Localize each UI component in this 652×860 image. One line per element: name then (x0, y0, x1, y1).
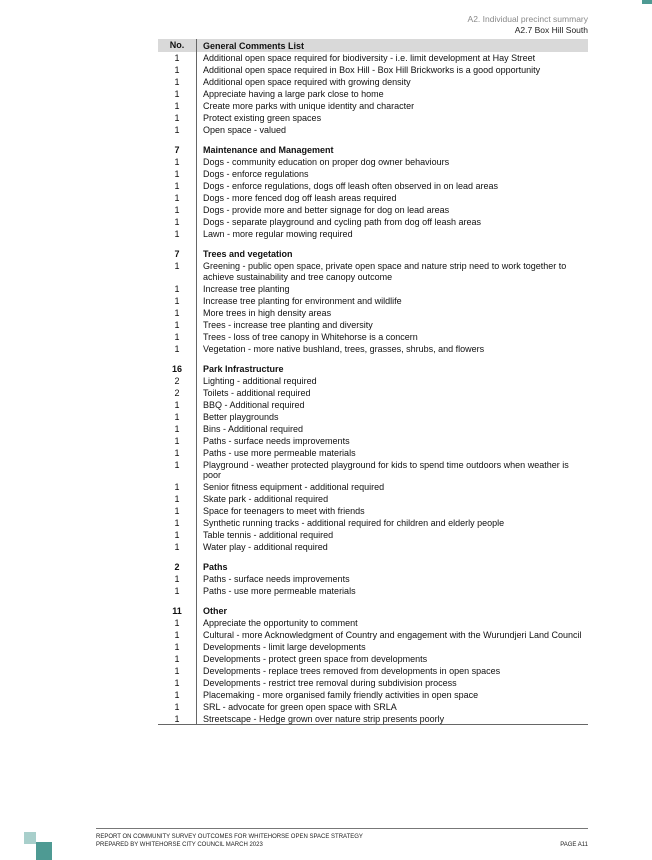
table-row (158, 712, 588, 724)
comment-text: Developments - restrict tree removal during subdivision process (203, 677, 457, 688)
comment-count: 1 (158, 342, 197, 354)
comment-count: 1 (158, 282, 197, 294)
comment-text: Paths - use more permeable materials (203, 447, 356, 458)
table-row (158, 204, 588, 216)
comment-count: 1 (158, 294, 197, 306)
section-title: Park Infrastructure (203, 363, 284, 374)
table-row (158, 306, 588, 318)
table-row (158, 318, 588, 330)
comment-text: Skate park - additional required (203, 494, 329, 505)
comment-text: Cultural - more Acknowledgment of Country and engagement with the Wurundjeri Land Council (203, 629, 582, 640)
comment-count: 1 (158, 204, 197, 216)
table-row (158, 386, 588, 398)
comment-count: 1 (158, 585, 197, 597)
comment-text: Additional open space required for biodiversity - i.e. limit development at Hay Street (203, 53, 536, 64)
section-spacer (158, 136, 588, 144)
table-row (158, 294, 588, 306)
page-footer (96, 828, 588, 849)
comment-text: Better playgrounds (203, 411, 279, 422)
section-count: 11 (158, 605, 197, 617)
logo-square-dark (36, 842, 52, 860)
section-spacer (158, 597, 588, 605)
logo-square-light (24, 832, 36, 844)
comment-count: 1 (158, 52, 197, 64)
table-row (158, 573, 588, 585)
comment-text: Trees - loss of tree canopy in Whitehorse is a concern (203, 331, 418, 342)
footer-prepared-by: PREPARED BY WHITEHORSE CITY COUNCIL MARCH 2023 (96, 842, 263, 848)
comments-table (158, 39, 588, 725)
table-header (158, 39, 588, 52)
comment-text: Open space - valued (203, 125, 287, 136)
comment-count: 1 (158, 505, 197, 517)
comment-count: 2 (158, 386, 197, 398)
comment-text: Lawn - more regular mowing required (203, 229, 353, 240)
table-row (158, 688, 588, 700)
table-row (158, 192, 588, 204)
comment-count: 1 (158, 688, 197, 700)
table-bottom-rule (158, 724, 588, 725)
table-row (158, 64, 588, 76)
table-row (158, 52, 588, 64)
table-row (158, 330, 588, 342)
section-heading (158, 605, 588, 617)
comment-text: Paths - surface needs improvements (203, 435, 350, 446)
comment-count: 1 (158, 458, 197, 481)
precinct-label: A2.7 Box Hill South (514, 25, 588, 35)
table-row (158, 76, 588, 88)
comment-count: 1 (158, 434, 197, 446)
comment-text: Space for teenagers to meet with friends (203, 506, 365, 517)
table-body (158, 52, 588, 724)
comment-count: 1 (158, 573, 197, 585)
comment-count: 1 (158, 168, 197, 180)
comment-text: More trees in high density areas (203, 307, 332, 318)
table-row (158, 88, 588, 100)
table-row (158, 282, 588, 294)
comment-count: 1 (158, 398, 197, 410)
section-count: 7 (158, 144, 197, 156)
table-row (158, 676, 588, 688)
page-header (468, 14, 588, 36)
comment-count: 1 (158, 88, 197, 100)
table-row (158, 700, 588, 712)
comment-count: 1 (158, 652, 197, 664)
section-heading (158, 362, 588, 374)
comment-count: 1 (158, 629, 197, 641)
comment-text: Paths - surface needs improvements (203, 573, 350, 584)
section-title: Other (203, 605, 228, 616)
comment-text: Paths - use more permeable materials (203, 585, 356, 596)
comment-count: 2 (158, 374, 197, 386)
table-row (158, 541, 588, 553)
comment-text: Appreciate having a large park close to home (203, 89, 384, 100)
table-row (158, 374, 588, 386)
table-row (158, 481, 588, 493)
column-header-no: No. (158, 39, 197, 52)
comment-count: 1 (158, 306, 197, 318)
table-row (158, 410, 588, 422)
footer-report-title: REPORT ON COMMUNITY SURVEY OUTCOMES FOR WHITEHORSE OPEN SPACE STRATEGY (96, 834, 363, 840)
comment-text: Appreciate the opportunity to comment (203, 617, 358, 628)
comment-count: 1 (158, 76, 197, 88)
comment-text: Bins - Additional required (203, 423, 304, 434)
comment-text: Synthetic running tracks - additional required for children and elderly people (203, 518, 505, 529)
comment-text: Dogs - community education on proper dog owner behaviours (203, 157, 450, 168)
table-row (158, 228, 588, 240)
table-row (158, 156, 588, 168)
table-row (158, 664, 588, 676)
comment-count: 1 (158, 541, 197, 553)
section-heading (158, 248, 588, 260)
comment-text: Additional open space required with growing density (203, 77, 411, 88)
comment-count: 1 (158, 712, 197, 724)
section-spacer (158, 553, 588, 561)
section-title: Maintenance and Management (203, 145, 334, 156)
comment-text: Senior fitness equipment - additional required (203, 482, 385, 493)
comment-count: 1 (158, 410, 197, 422)
comment-count: 1 (158, 517, 197, 529)
table-row (158, 260, 588, 283)
comment-text: Developments - limit large developments (203, 641, 366, 652)
comment-count: 1 (158, 64, 197, 76)
comment-count: 1 (158, 124, 197, 136)
comment-count: 1 (158, 641, 197, 653)
table-row (158, 398, 588, 410)
table-row (158, 493, 588, 505)
comment-text: Streetscape - Hedge grown over nature strip presents poorly (203, 713, 445, 724)
table-row (158, 342, 588, 354)
column-header-comments: General Comments List (203, 40, 305, 51)
section-title: Trees and vegetation (203, 249, 293, 260)
comment-text: Developments - replace trees removed from developments in open spaces (203, 665, 501, 676)
section-count: 7 (158, 248, 197, 260)
table-row (158, 446, 588, 458)
comment-text: Developments - protect green space from developments (203, 653, 428, 664)
comment-text: Placemaking - more organised family friendly activities in open space (203, 689, 479, 700)
comment-text: Vegetation - more native bushland, trees, grasses, shrubs, and flowers (203, 343, 485, 354)
section-count: 16 (158, 362, 197, 374)
comment-text: Playground - weather protected playground for kids to spend time outdoors when weather is poor (203, 459, 569, 481)
section-count: 2 (158, 561, 197, 573)
table-row (158, 216, 588, 228)
comment-count: 1 (158, 100, 197, 112)
comment-text: Create more parks with unique identity and character (203, 101, 415, 112)
table-row (158, 629, 588, 641)
comment-text: Greening - public open space, private open space and nature strip need to work together to achieve sustainability and tree canopy outcome (203, 261, 567, 282)
comment-text: Dogs - more fenced dog off leash areas required (203, 193, 397, 204)
table-row (158, 124, 588, 136)
comment-text: Additional open space required in Box Hill - Box Hill Brickworks is a good opportunity (203, 65, 541, 76)
section-heading (158, 561, 588, 573)
section-title: Paths (203, 561, 228, 572)
comment-text: Water play - additional required (203, 542, 328, 552)
comment-count: 1 (158, 422, 197, 434)
comment-count: 1 (158, 192, 197, 204)
comment-text: Table tennis - additional required (203, 530, 334, 541)
comment-count: 1 (158, 228, 197, 240)
page-number: PAGE A11 (560, 842, 588, 848)
comment-count: 1 (158, 617, 197, 629)
table-row (158, 434, 588, 446)
comment-count: 1 (158, 318, 197, 330)
comment-text: Trees - increase tree planting and diversity (203, 319, 373, 330)
corner-accent (642, 0, 652, 4)
comment-text: Dogs - separate playground and cycling path from dog off leash areas (203, 217, 482, 228)
comment-count: 1 (158, 216, 197, 228)
table-row (158, 529, 588, 541)
table-row (158, 652, 588, 664)
comment-count: 1 (158, 493, 197, 505)
comment-count: 1 (158, 156, 197, 168)
table-row (158, 585, 588, 597)
comment-text: BBQ - Additional required (203, 399, 305, 410)
section-heading (158, 144, 588, 156)
table-row (158, 617, 588, 629)
comment-count: 1 (158, 446, 197, 458)
comment-text: Lighting - additional required (203, 375, 317, 386)
comment-text: Dogs - enforce regulations, dogs off leash often observed in on lead areas (203, 181, 499, 192)
comment-count: 1 (158, 700, 197, 712)
table-row (158, 505, 588, 517)
comment-count: 1 (158, 180, 197, 192)
comment-text: Dogs - enforce regulations (203, 169, 309, 180)
table-row (158, 112, 588, 124)
comment-text: SRL - advocate for green open space with SRLA (203, 701, 397, 712)
comment-count: 1 (158, 664, 197, 676)
comment-count: 1 (158, 112, 197, 124)
comment-text: Increase tree planting (203, 283, 290, 294)
comment-count: 1 (158, 529, 197, 541)
table-row (158, 517, 588, 529)
table-row (158, 641, 588, 653)
section-label: A2. Individual precinct summary (467, 14, 588, 24)
section-spacer (158, 354, 588, 362)
comment-count: 1 (158, 676, 197, 688)
table-row (158, 458, 588, 481)
section-spacer (158, 240, 588, 248)
table-row (158, 180, 588, 192)
table-row (158, 422, 588, 434)
table-row (158, 100, 588, 112)
comment-text: Toilets - additional required (203, 387, 311, 398)
comment-count: 1 (158, 330, 197, 342)
table-row (158, 168, 588, 180)
comment-text: Protect existing green spaces (203, 113, 322, 124)
comment-count: 1 (158, 260, 197, 283)
comment-count: 1 (158, 481, 197, 493)
comment-text: Increase tree planting for environment and wildlife (203, 295, 402, 306)
comment-text: Dogs - provide more and better signage for dog on lead areas (203, 205, 450, 216)
